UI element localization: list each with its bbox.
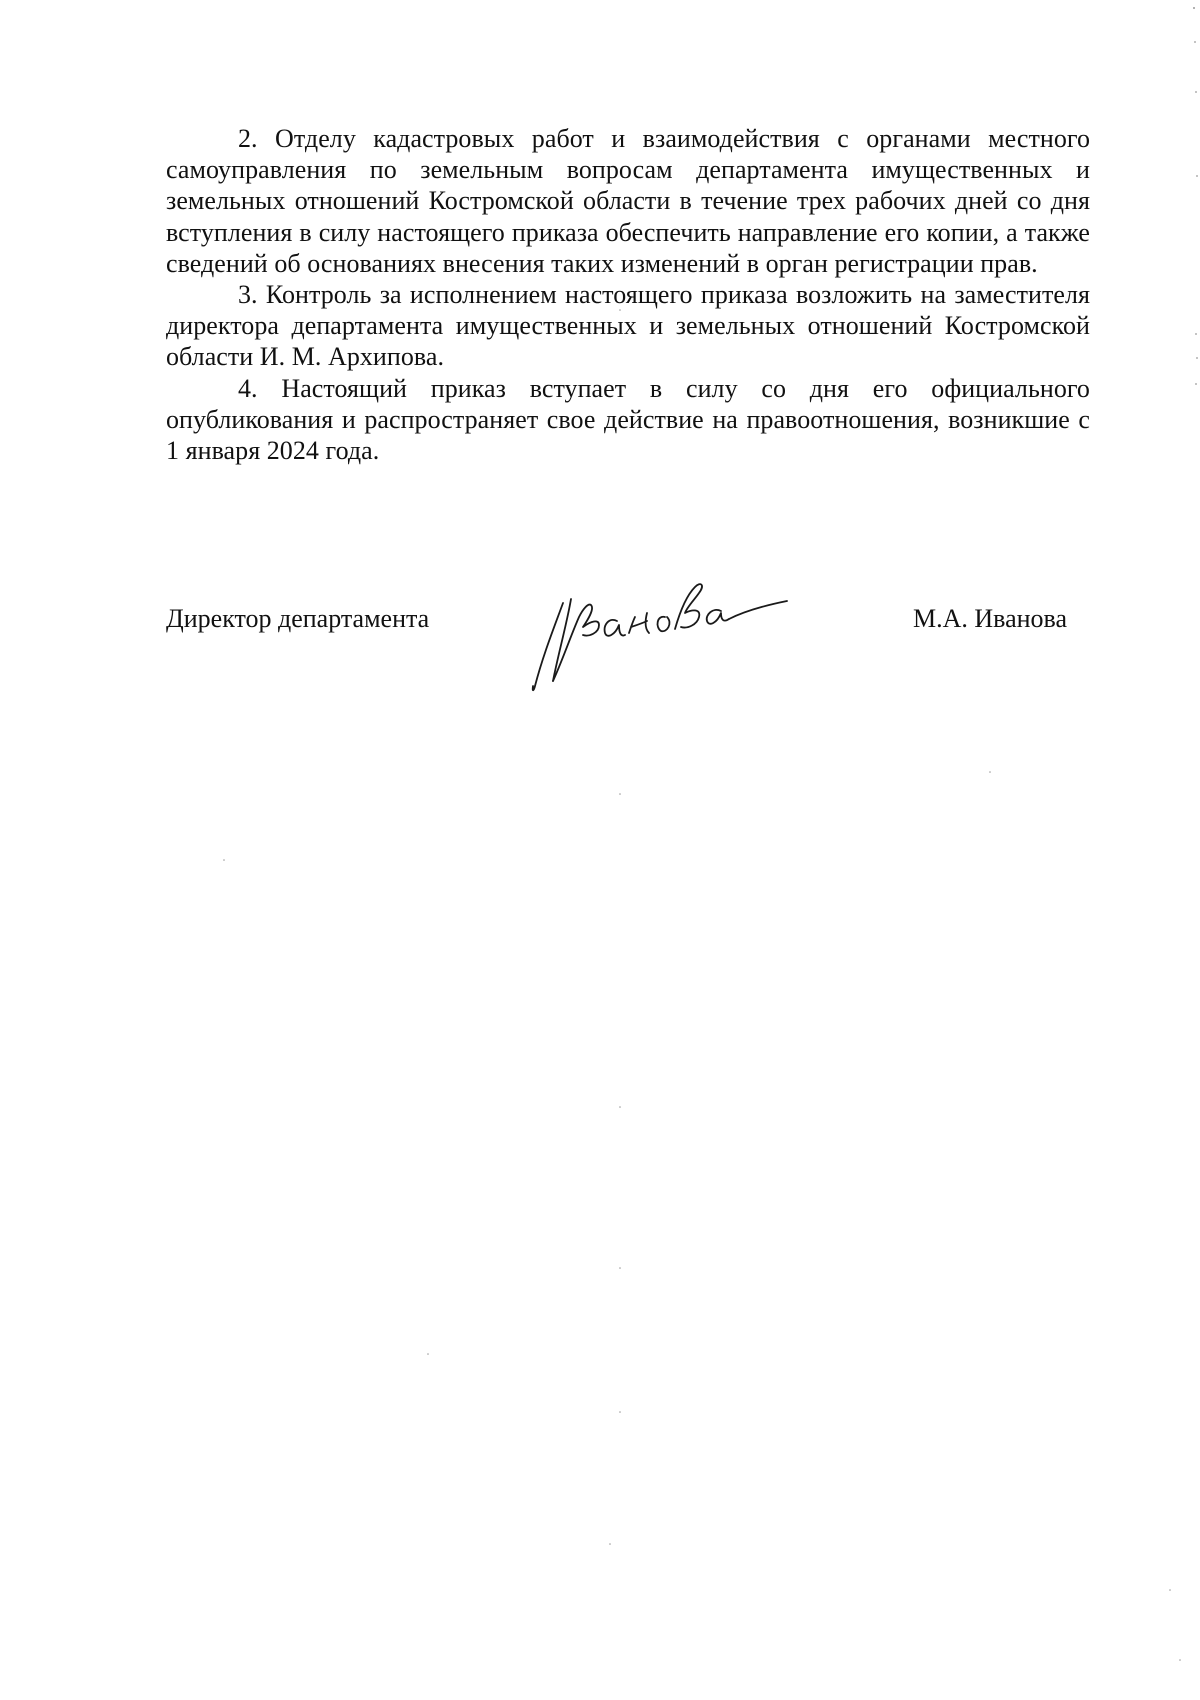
signatory-position: Директор департамента [166,604,430,633]
paragraph-3: 3. Контроль за исполнением настоящего приказа возложить на заместителя директора департамента имущественных и земельных отношений Костромской области И. М. Архипова. [166,280,1090,372]
signatory-name: М.А. Иванова [913,604,1068,633]
paragraph-4: 4. Настоящий приказ вступает в силу со дня его официального опубликования и распространяет свое действие на правоотношения, возникшие с 1 января 2024 года. [166,373,1090,466]
paragraph-2: 2. Отделу кадастровых работ и взаимодействия с органами местного самоуправления по земельным вопросам департамента имущественных и земельных отношений Костромской области в течение трех рабочих дней со дня вступления в силу настоящего приказа обеспечить направление его копии, а также сведений об основаниях внесения таких изменений в орган регистрации прав. [166,124,1090,278]
